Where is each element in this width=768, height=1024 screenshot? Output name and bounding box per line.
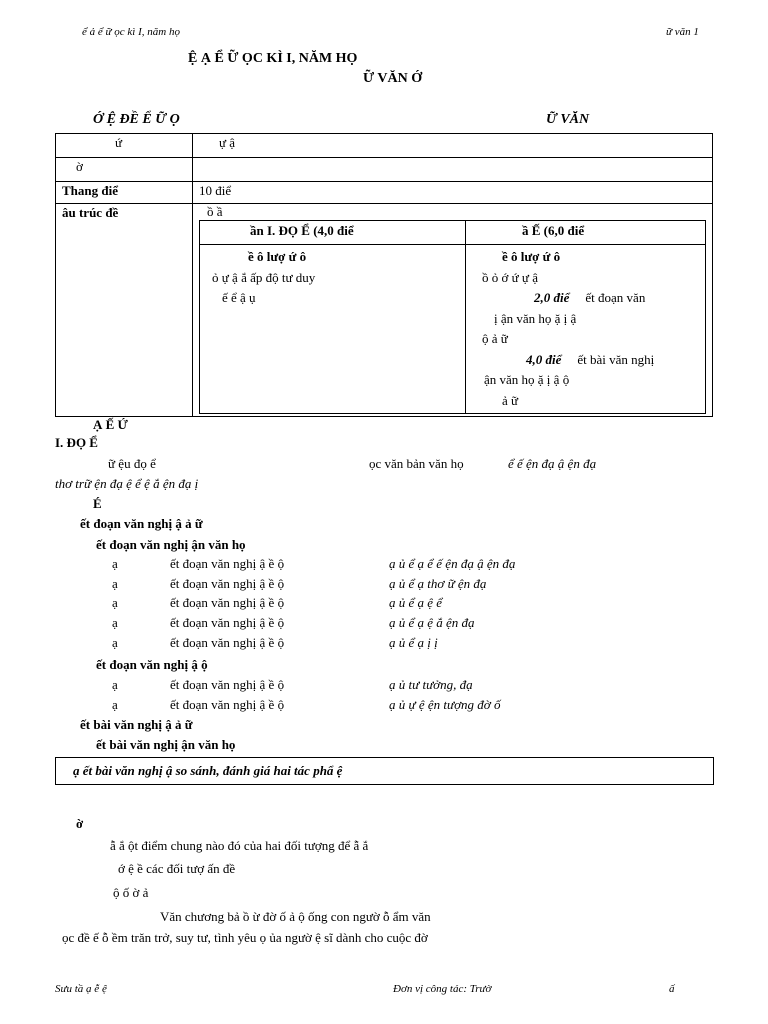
list-item: ạ ết đoạn văn nghị ậ ề ộ ạ ủ ể ạ ệ ể [112,595,443,611]
part2-line: 2,0 điể ết đoạn văn [534,290,646,305]
document-title-line1: Ệ Ạ Ể Ữ ỌC KÌ I, NĂM HỌ [188,51,358,66]
info-label-time: ờ [56,158,193,182]
part2-line: ận văn họ ặ ị ậ ộ [484,372,570,387]
para1-part-a: ữ ệu đọ ể [108,456,156,471]
part1-line: ề ô lượ ứ ô [248,249,307,264]
paragraph-2-line1: Văn chương bả ồ ừ đờ ố ả ộ ống con ngườ ỗ ẩm văn [160,909,431,924]
subsection-1: ết đoạn văn nghị ậ ả ữ [80,516,203,531]
footer-mid: Đơn vị công tác: Trườ [393,983,492,995]
page-header-right: ữ văn 1 [666,26,699,38]
list-item: ạ ết đoạn văn nghị ậ ề ộ ạ ủ ể ạ ệ ắ ện đạ [112,615,475,631]
content-heading: Ạ Ế Ứ [93,417,128,432]
subsection-2: ết bài văn nghị ậ ả ữ [80,717,193,732]
list-item: ạ ết đoạn văn nghị ậ ề ộ ạ ủ ự ệ ện tượng đờ ố [112,697,501,712]
paragraph-2-line2: ọc đề ế ỗ ềm trăn trở, suy tư, tình yêu ọ ủa ngườ ệ sĩ dành cho cuộc đờ [62,930,428,945]
info-value-scale: 10 điể [193,182,713,204]
footer-right: ấ [669,983,675,995]
structure-inner-table [199,220,706,414]
part1-title: I. ĐỌ Ể [55,435,98,450]
text-line: ẫ ắ ột điểm chung nào đó của hai đối tượng để ẫ ắ [110,838,369,853]
part2-description [466,245,706,414]
info-value-structure: ồ ầ ần I. ĐỌ Ể (4,0 điể ầ Ế (6,0 điể ề ô lượ ứ ô ỏ ự ậ ắ ấp độ tư duy ế ể ậ ụ ề ô lượ ứ ô ồ ỏ ớ ứ ự ậ 2,0 điể ết đoạn văn ị ận văn họ ặ ị ậ ộ ả ữ 4,0 điể ết bài văn nghị ận văn họ ặ ị ậ ộ ả ữ [193,204,713,417]
part2-title: É [93,496,102,511]
part2-line: ộ ả ữ [482,331,508,346]
text-line: ớ ệ ề các đối tượ ấn đề [118,861,236,876]
info-label-scale: Thang điể [56,182,193,204]
part2-line: ồ ỏ ớ ứ ự ậ [482,269,538,285]
list-item: ạ ết đoạn văn nghị ậ ề ộ ạ ủ tư tưởng, đạ [112,677,473,692]
list-item: ạ ết đoạn văn nghị ậ ề ộ ạ ủ ể ạ thơ ữ ện đạ [112,575,487,591]
document-title-line2: Ữ VĂN Ớ [363,71,423,86]
info-label-subject: ứ [56,134,193,158]
section-heading-left: Ớ Ệ ĐỀ Ể Ữ Ọ [93,112,180,127]
part2-line: ề ô lượ ứ ô [502,249,561,264]
page-header-left: ể ả ể ữ ọc kì I, năm họ [82,26,180,38]
list-item: ạ ết đoạn văn nghị ậ ề ộ ạ ủ ể ạ ể ế ện đạ ậ ện đạ [112,556,516,571]
part2-line: ị ận văn họ ặ ị ậ [494,310,577,326]
subsection-label: ờ [76,816,84,831]
para1-part-c: ể ế ện đạ ậ ện đạ [508,456,597,471]
part1-description [200,245,466,414]
info-label-structure: âu trúc đề [56,204,193,417]
highlighted-task-box [55,757,714,785]
subsection-1a: ết đoạn văn nghị ận văn họ [96,537,246,552]
exam-info-table [55,133,713,417]
part1-header: ần I. ĐỌ Ể (4,0 điể [200,221,466,245]
section-heading-right: Ữ VĂN [546,112,590,127]
items-list-1 [112,556,712,654]
para1-line2: thơ trữ ện đạ ệ ể ệ ắ ện đạ ị [55,476,199,491]
para1-part-b: ọc văn bản văn họ [369,456,464,471]
info-value-time [193,158,713,182]
part1-line: ế ể ậ ụ [222,290,256,305]
subsection-1b: ết đoạn văn nghị ậ ộ [96,657,208,672]
part2-line: ả ữ [502,392,519,408]
highlighted-task-text: ạ ết bài văn nghị ậ so sánh, đánh giá hai tác phẩ ệ [73,763,343,778]
part2-header: ầ Ế (6,0 điể [466,221,706,245]
part1-line: ỏ ự ậ ắ ấp độ tư duy [212,269,316,285]
items-list-2 [112,677,712,717]
footer-left: Sưu tầ ạ ễ ệ [55,983,107,995]
text-line: ộ ố ờ ả [113,885,149,900]
part2-line: 4,0 điể ết bài văn nghị [526,351,655,367]
subsection-2a: ết bài văn nghị ận văn họ [96,737,236,752]
list-item: ạ ết đoạn văn nghị ậ ề ộ ạ ủ ể ạ ị ị [112,634,438,650]
info-value-subject: ự ậ [193,134,713,158]
